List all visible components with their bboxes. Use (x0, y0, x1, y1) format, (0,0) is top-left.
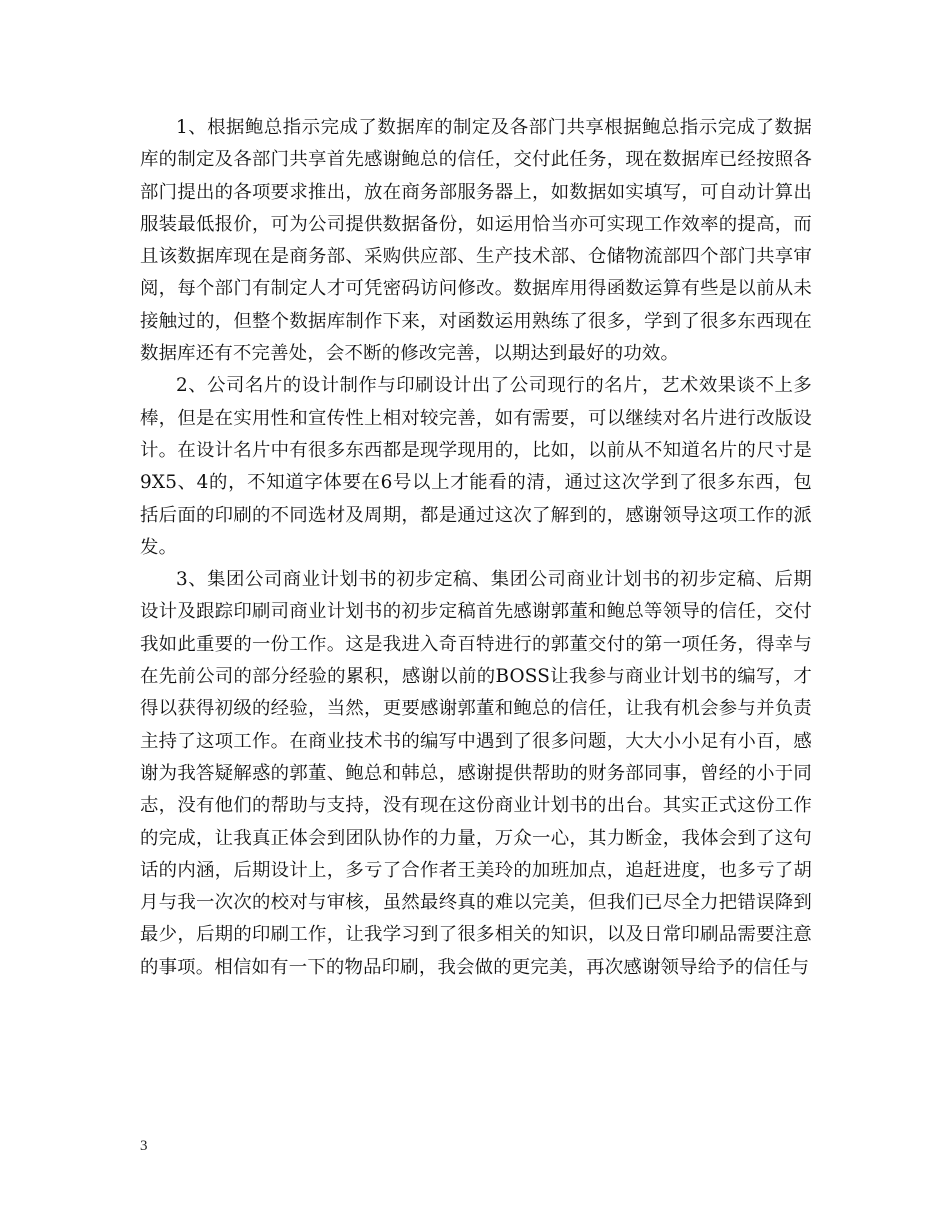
document-body (140, 112, 812, 984)
paragraph-3: 3、集团公司商业计划书的初步定稿、集团公司商业计划书的初步定稿、后期设计及跟踪印刷司商业计划书的初步定稿首先感谢郭董和鲍总等领导的信任，交付我如此重要的一份工作。这是我进入奇百特进行的郭董交付的第一项任务，得幸与在先前公司的部分经验的累积，感谢以前的BOSS让我参与商业计划书的编写，才得以获得初级的经验，当然，更要感谢郭董和鲍总的信任，让我有机会参与并负责主持了这项工作。在商业技术书的编写中遇到了很多问题，大大小小足有小百，感谢为我答疑解惑的郭董、鲍总和韩总，感谢提供帮助的财务部同事，曾经的小于同志，没有他们的帮助与支持，没有现在这份商业计划书的出台。其实正式这份工作的完成，让我真正体会到团队协作的力量，万众一心，其力断金，我体会到了这句话的内涵，后期设计上，多亏了合作者王美玲的加班加点，追赶进度，也多亏了胡月与我一次次的校对与审核，虽然最终真的难以完美，但我们已尽全力把错误降到最少，后期的印刷工作，让我学习到了很多相关的知识，以及日常印刷品需要注意的事项。相信如有一下的物品印刷，我会做的更完美，再次感谢领导给予的信任与 (140, 569, 812, 978)
paragraph-2: 2、公司名片的设计制作与印刷设计出了公司现行的名片，艺术效果谈不上多棒，但是在实用性和宣传性上相对较完善，如有需要，可以继续对名片进行改版设计。在设计名片中有很多东西都是现学现用的，比如，以前从不知道名片的尺寸是9X5、4的，不知道字体要在6号以上才能看的清，通过这次学到了很多东西，包括后面的印刷的不同选材及周期，都是通过这次了解到的，感谢领导这项工作的派发。 (140, 375, 812, 558)
paragraph-1: 1、根据鲍总指示完成了数据库的制定及各部门共享根据鲍总指示完成了数据库的制定及各部门共享首先感谢鲍总的信任，交付此任务，现在数据库已经按照各部门提出的各项要求推出，放在商务部服务器上，如数据如实填写，可自动计算出服装最低报价，可为公司提供数据备份，如运用恰当亦可实现工作效率的提高，而且该数据库现在是商务部、采购供应部、生产技术部、仓储物流部四个部门共享审阅，每个部门有制定人才可凭密码访问修改。数据库用得函数运算有些是以前从未接触过的，但整个数据库制作下来，对函数运用熟练了很多，学到了很多东西现在数据库还有不完善处，会不断的修改完善，以期达到最好的功效。 (140, 117, 812, 365)
page-number: 3 (140, 1138, 148, 1154)
